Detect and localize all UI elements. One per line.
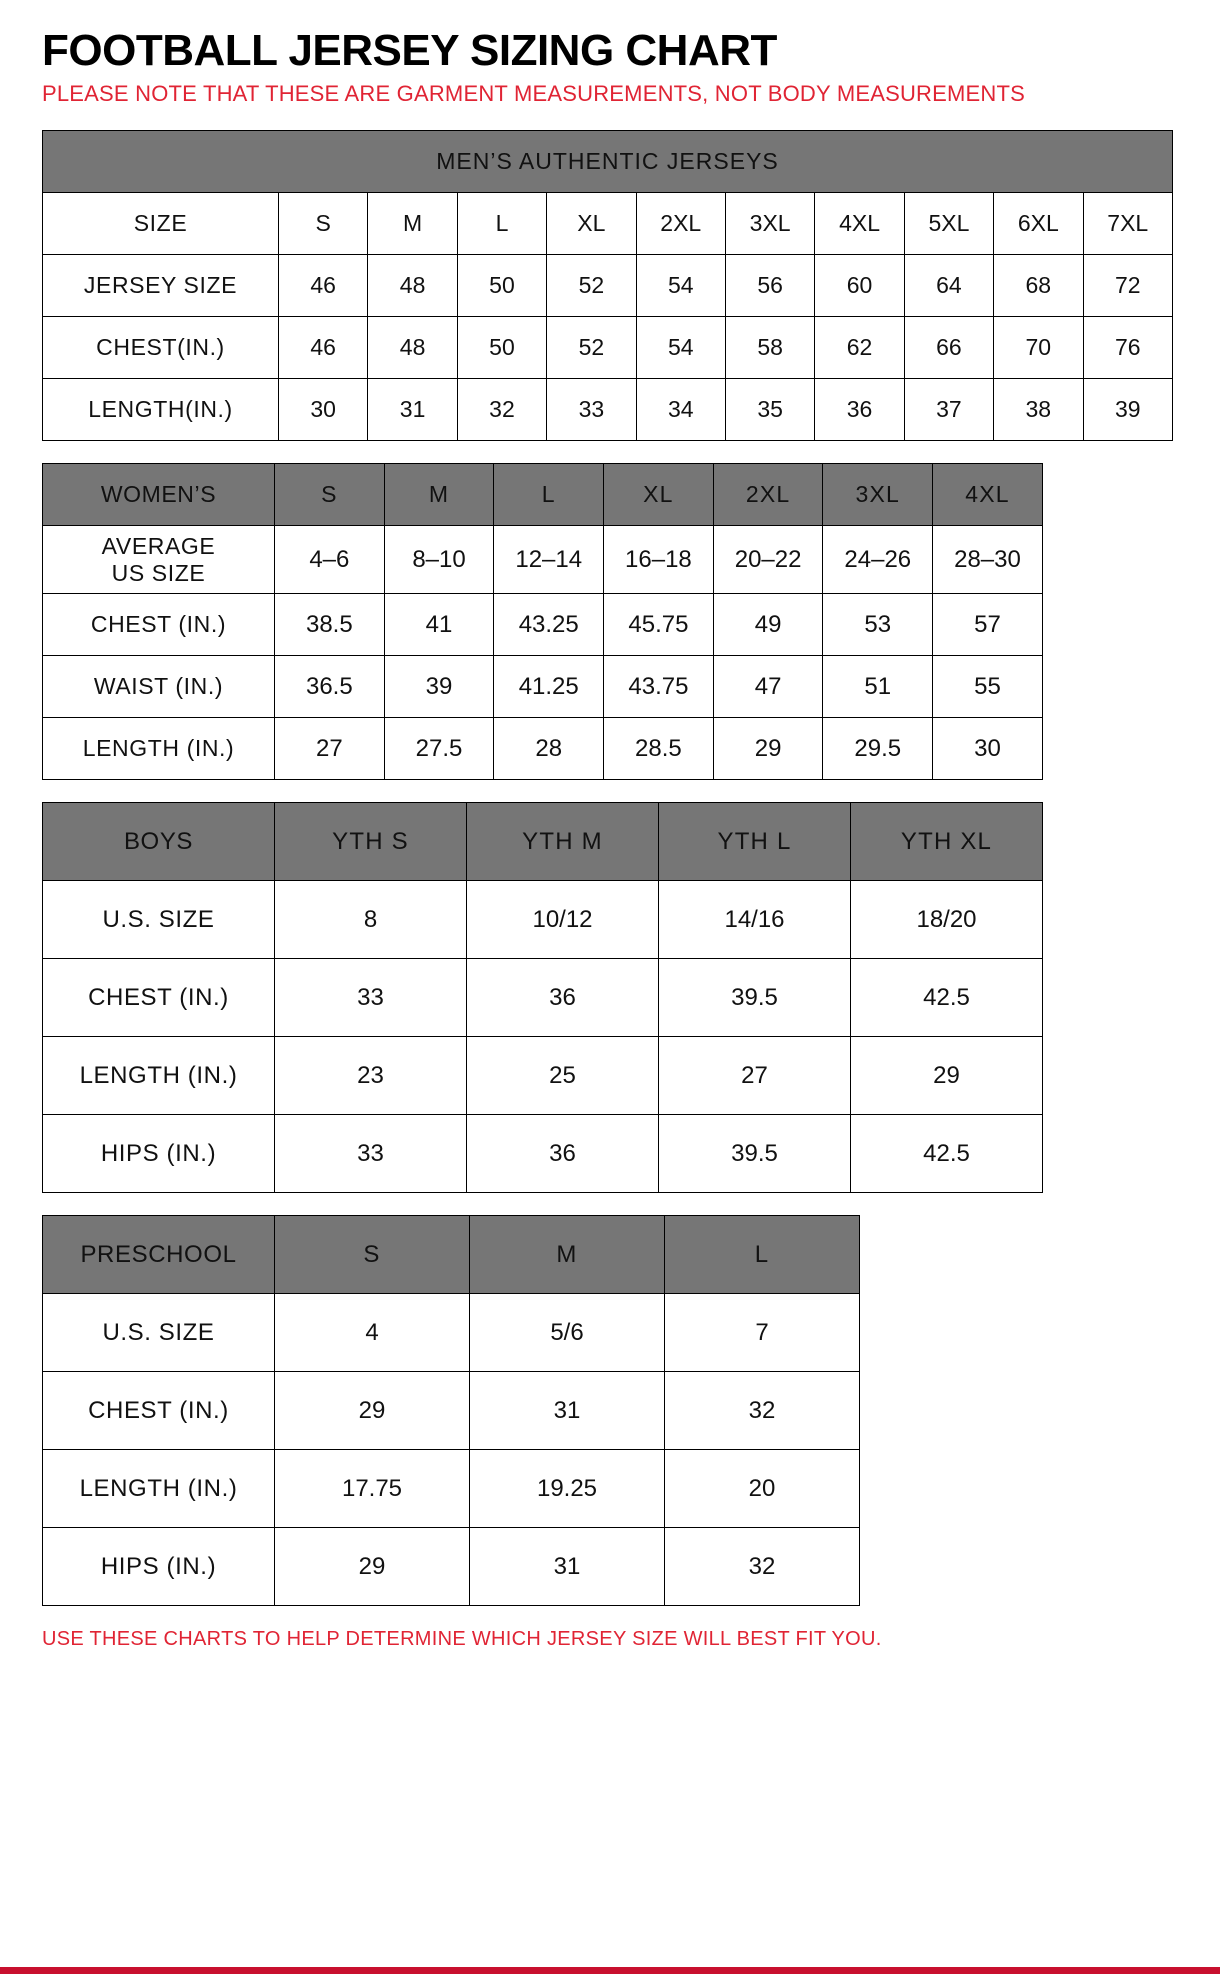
cell: 12–14 [494, 526, 604, 594]
table-row [43, 1450, 860, 1528]
cell: 36 [467, 1115, 659, 1193]
cell: 38 [994, 379, 1083, 441]
row-label: HIPS (IN.) [43, 1528, 275, 1606]
column-header: XL [604, 464, 714, 526]
cell: 29 [275, 1528, 470, 1606]
column-header: YTH S [275, 803, 467, 881]
cell: 37 [904, 379, 993, 441]
cell: S [279, 193, 368, 255]
row-label: CHEST(IN.) [43, 317, 279, 379]
column-header: S [275, 464, 385, 526]
table-row [43, 255, 1173, 317]
cell: 35 [725, 379, 814, 441]
cell: 4 [275, 1294, 470, 1372]
cell: 39 [1083, 379, 1172, 441]
row-label: SIZE [43, 193, 279, 255]
cell: 60 [815, 255, 904, 317]
cell: 76 [1083, 317, 1172, 379]
cell: 29 [275, 1372, 470, 1450]
cell: 4XL [815, 193, 904, 255]
cell: 33 [275, 1115, 467, 1193]
womens-header-label: WOMEN’S [43, 464, 275, 526]
boys-header-label: BOYS [43, 803, 275, 881]
cell: 28.5 [604, 718, 714, 780]
cell: 7 [665, 1294, 860, 1372]
cell: 57 [933, 594, 1043, 656]
cell: 23 [275, 1037, 467, 1115]
column-header: 2XL [713, 464, 823, 526]
cell: 7XL [1083, 193, 1172, 255]
row-label: LENGTH (IN.) [43, 1450, 275, 1528]
cell: 56 [725, 255, 814, 317]
row-label: HIPS (IN.) [43, 1115, 275, 1193]
cell: 30 [279, 379, 368, 441]
table-row [43, 526, 1043, 594]
row-label: WAIST (IN.) [43, 656, 275, 718]
row-label: CHEST (IN.) [43, 594, 275, 656]
row-label: U.S. SIZE [43, 881, 275, 959]
table-header-row [43, 803, 1043, 881]
row-label: JERSEY SIZE [43, 255, 279, 317]
cell: 32 [457, 379, 546, 441]
table-row [43, 959, 1043, 1037]
cell: 3XL [725, 193, 814, 255]
cell: 18/20 [851, 881, 1043, 959]
cell: 5XL [904, 193, 993, 255]
cell: 43.25 [494, 594, 604, 656]
cell: 47 [713, 656, 823, 718]
cell: 8–10 [384, 526, 494, 594]
cell: 53 [823, 594, 933, 656]
cell: 68 [994, 255, 1083, 317]
row-label: LENGTH (IN.) [43, 718, 275, 780]
preschool-sizes-table [42, 1215, 860, 1606]
cell: 55 [933, 656, 1043, 718]
column-header: M [470, 1216, 665, 1294]
cell: 31 [470, 1528, 665, 1606]
table-header-row [43, 464, 1043, 526]
column-header: L [494, 464, 604, 526]
cell: 41 [384, 594, 494, 656]
column-header: YTH L [659, 803, 851, 881]
cell: 29 [713, 718, 823, 780]
cell: 5/6 [470, 1294, 665, 1372]
cell: 52 [547, 255, 636, 317]
cell: 42.5 [851, 959, 1043, 1037]
cell: 39.5 [659, 1115, 851, 1193]
boys-sizes-table [42, 802, 1043, 1193]
garment-measurement-note: PLEASE NOTE THAT THESE ARE GARMENT MEASUREMENTS, NOT BODY MEASUREMENTS [42, 81, 1026, 107]
cell: 48 [368, 255, 457, 317]
cell: 6XL [994, 193, 1083, 255]
table-row [43, 594, 1043, 656]
column-header: YTH M [467, 803, 659, 881]
cell: 29.5 [823, 718, 933, 780]
cell: 39.5 [659, 959, 851, 1037]
cell: 52 [547, 317, 636, 379]
row-label: LENGTH (IN.) [43, 1037, 275, 1115]
cell: 27 [275, 718, 385, 780]
cell: 8 [275, 881, 467, 959]
cell: 58 [725, 317, 814, 379]
cell: 49 [713, 594, 823, 656]
cell: 51 [823, 656, 933, 718]
cell: 33 [275, 959, 467, 1037]
row-label: CHEST (IN.) [43, 1372, 275, 1450]
table-header-row [43, 1216, 860, 1294]
cell: 34 [636, 379, 725, 441]
cell: 28–30 [933, 526, 1043, 594]
cell: 36.5 [275, 656, 385, 718]
cell: 50 [457, 255, 546, 317]
cell: 70 [994, 317, 1083, 379]
cell: 39 [384, 656, 494, 718]
row-label: CHEST (IN.) [43, 959, 275, 1037]
cell: 19.25 [470, 1450, 665, 1528]
cell: 33 [547, 379, 636, 441]
column-header: M [384, 464, 494, 526]
cell: 43.75 [604, 656, 714, 718]
cell: 20 [665, 1450, 860, 1528]
table-row [43, 1115, 1043, 1193]
cell: 64 [904, 255, 993, 317]
table-row [43, 718, 1043, 780]
cell: L [457, 193, 546, 255]
row-label: U.S. SIZE [43, 1294, 275, 1372]
cell: 32 [665, 1528, 860, 1606]
cell: 66 [904, 317, 993, 379]
cell: 45.75 [604, 594, 714, 656]
cell: 29 [851, 1037, 1043, 1115]
cell: 2XL [636, 193, 725, 255]
table-row [43, 1294, 860, 1372]
mens-authentic-jerseys-table [42, 130, 1173, 441]
column-header: 4XL [933, 464, 1043, 526]
footer-note: USE THESE CHARTS TO HELP DETERMINE WHICH JERSEY SIZE WILL BEST FIT YOU. [42, 1628, 882, 1651]
table-row [43, 379, 1173, 441]
table-row [43, 881, 1043, 959]
cell: 48 [368, 317, 457, 379]
cell: 4–6 [275, 526, 385, 594]
cell: 62 [815, 317, 904, 379]
table-row [43, 193, 1173, 255]
table-banner-row [43, 131, 1173, 193]
cell: 10/12 [467, 881, 659, 959]
cell: 16–18 [604, 526, 714, 594]
column-header: L [665, 1216, 860, 1294]
cell: 46 [279, 317, 368, 379]
womens-sizes-table [42, 463, 1043, 780]
preschool-header-label: PRESCHOOL [43, 1216, 275, 1294]
table-row [43, 317, 1173, 379]
cell: 31 [470, 1372, 665, 1450]
cell: 42.5 [851, 1115, 1043, 1193]
cell: 28 [494, 718, 604, 780]
mens-banner: MEN’S AUTHENTIC JERSEYS [43, 131, 1173, 193]
row-label: LENGTH(IN.) [43, 379, 279, 441]
column-header: S [275, 1216, 470, 1294]
cell: 54 [636, 317, 725, 379]
page-title: FOOTBALL JERSEY SIZING CHART [42, 26, 777, 75]
row-label [43, 526, 275, 594]
cell: 38.5 [275, 594, 385, 656]
cell: 20–22 [713, 526, 823, 594]
table-row [43, 1528, 860, 1606]
cell: 14/16 [659, 881, 851, 959]
table-row [43, 656, 1043, 718]
column-header: 3XL [823, 464, 933, 526]
cell: 24–26 [823, 526, 933, 594]
cell: 25 [467, 1037, 659, 1115]
cell: 41.25 [494, 656, 604, 718]
cell: M [368, 193, 457, 255]
cell: 17.75 [275, 1450, 470, 1528]
cell: 46 [279, 255, 368, 317]
cell: 32 [665, 1372, 860, 1450]
row-label-line1: AVERAGE [101, 532, 216, 559]
cell: 54 [636, 255, 725, 317]
cell: 36 [467, 959, 659, 1037]
cell: 72 [1083, 255, 1172, 317]
cell: 31 [368, 379, 457, 441]
row-label-line2: US SIZE [111, 559, 206, 586]
cell: XL [547, 193, 636, 255]
cell: 50 [457, 317, 546, 379]
table-row [43, 1372, 860, 1450]
column-header: YTH XL [851, 803, 1043, 881]
cell: 27 [659, 1037, 851, 1115]
table-row [43, 1037, 1043, 1115]
cell: 30 [933, 718, 1043, 780]
cell: 36 [815, 379, 904, 441]
cell: 27.5 [384, 718, 494, 780]
